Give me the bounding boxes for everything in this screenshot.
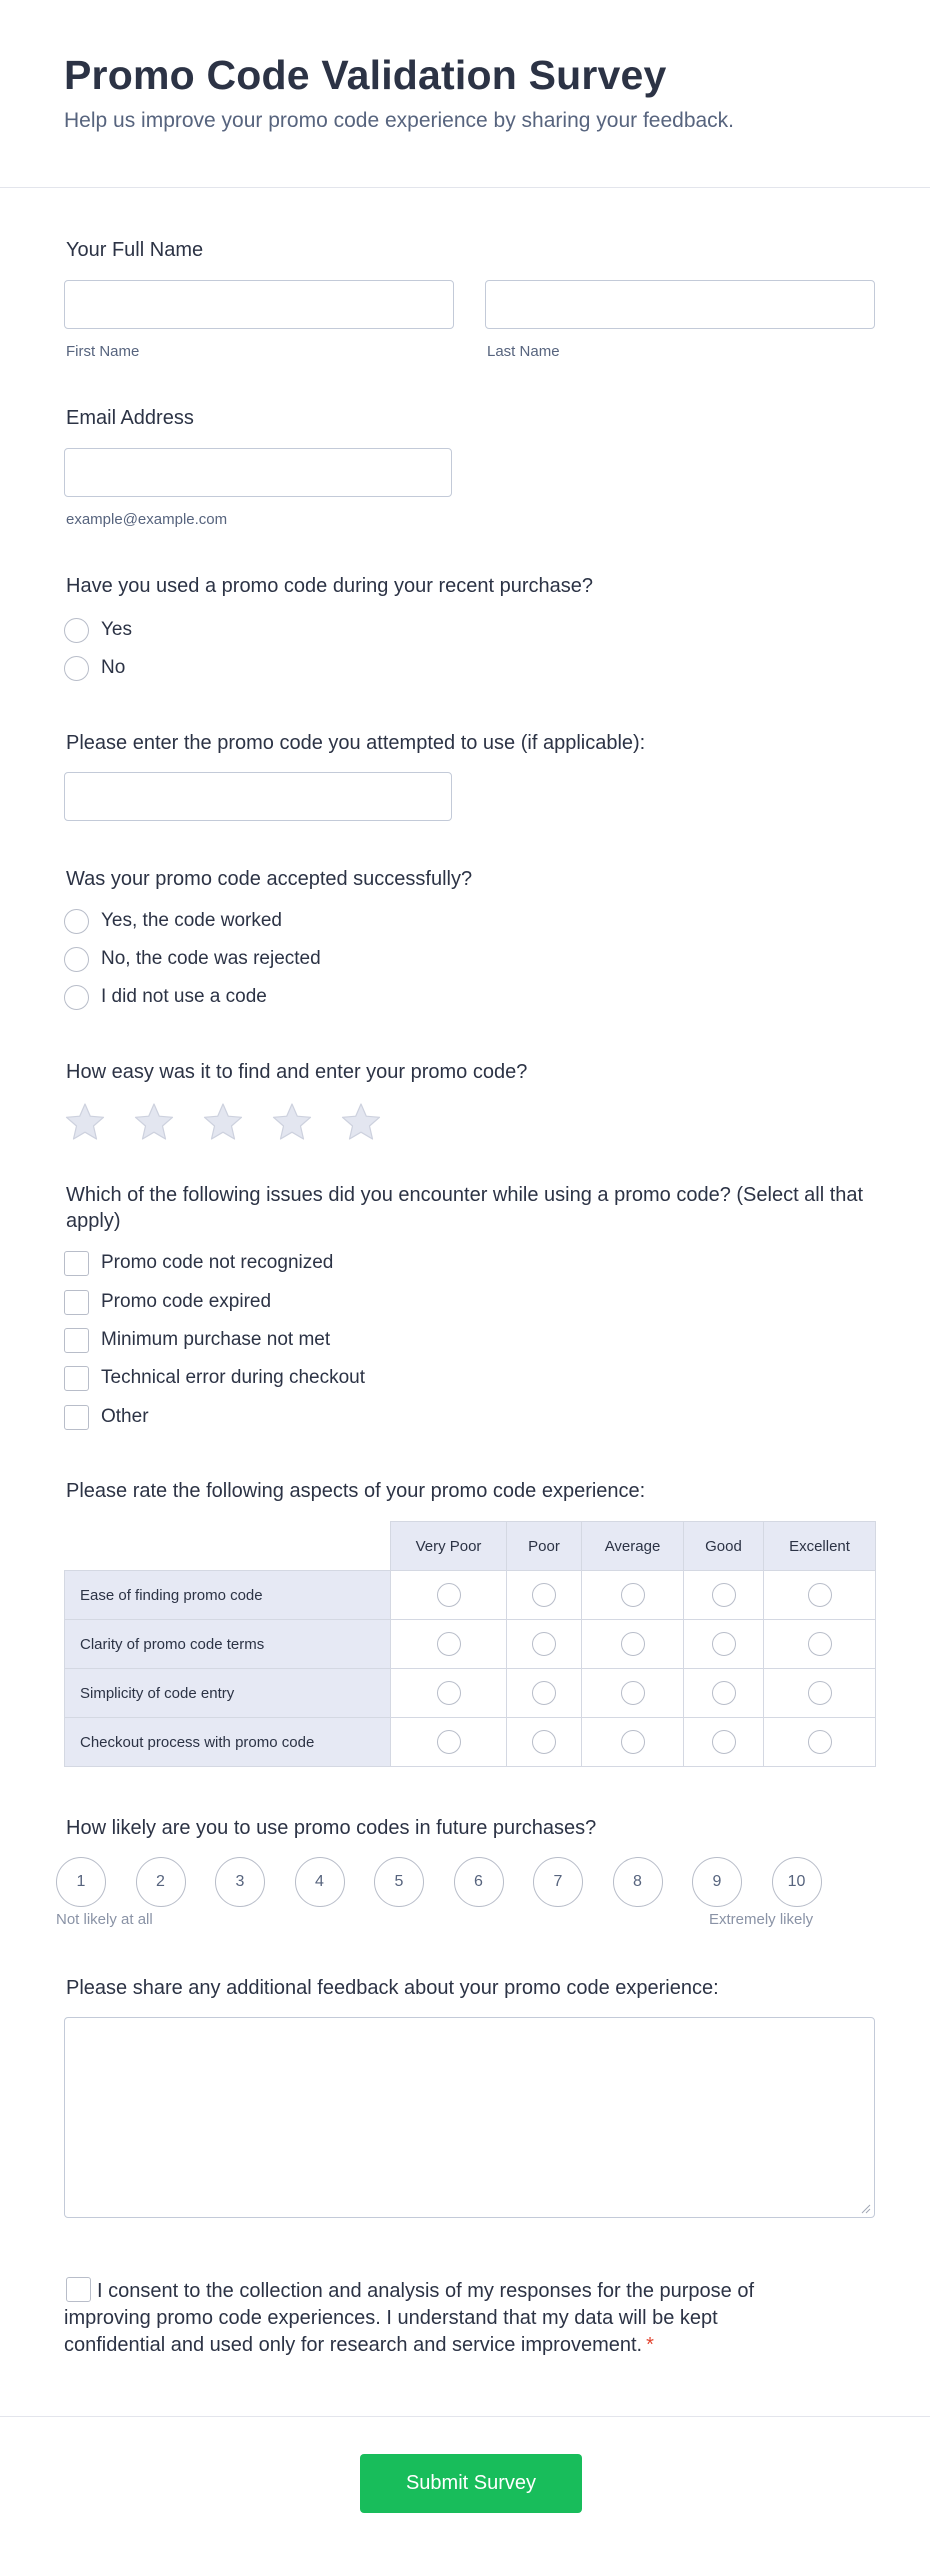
radio-button[interactable] (64, 947, 89, 972)
radio-button[interactable] (532, 1583, 556, 1607)
matrix-cell[interactable] (764, 1620, 876, 1669)
matrix-row (65, 1620, 876, 1669)
accepted-option-worked[interactable] (64, 907, 282, 935)
issue-option-expired[interactable] (64, 1288, 271, 1316)
matrix-row-label: Clarity of promo code terms (65, 1620, 391, 1669)
code-accepted-question: Was your promo code accepted successfully? (66, 868, 473, 890)
checkbox[interactable] (64, 1290, 89, 1315)
matrix-cell[interactable] (764, 1571, 876, 1620)
matrix-cell[interactable] (684, 1571, 764, 1620)
accepted-option-rejected[interactable] (64, 945, 321, 973)
used-promo-question: Have you used a promo code during your recent purchase? (66, 575, 593, 597)
scale-option-6[interactable]: 6 (454, 1857, 504, 1907)
checkbox[interactable] (64, 1366, 89, 1391)
accepted-option-no-code[interactable] (64, 983, 267, 1011)
matrix-cell[interactable] (391, 1620, 507, 1669)
star-icon[interactable] (271, 1101, 313, 1143)
radio-button[interactable] (437, 1632, 461, 1656)
scale-option-3[interactable]: 3 (215, 1857, 265, 1907)
radio-button[interactable] (532, 1681, 556, 1705)
matrix-cell[interactable] (684, 1669, 764, 1718)
scale-option-2[interactable]: 2 (136, 1857, 186, 1907)
scale-min-caption: Not likely at all (56, 1911, 153, 1928)
option-label: Yes (101, 619, 132, 640)
matrix-col-excellent: Excellent (764, 1522, 876, 1571)
used-promo-option-no[interactable] (64, 654, 125, 682)
matrix-cell[interactable] (684, 1620, 764, 1669)
radio-button[interactable] (808, 1681, 832, 1705)
star-icon[interactable] (340, 1101, 382, 1143)
page-title: Promo Code Validation Survey (64, 52, 667, 98)
matrix-row (65, 1718, 876, 1767)
matrix-col-average: Average (582, 1522, 684, 1571)
radio-button[interactable] (621, 1583, 645, 1607)
option-label: No (101, 657, 126, 678)
matrix-cell[interactable] (507, 1718, 582, 1767)
first-name-sublabel: First Name (66, 343, 140, 360)
scale-option-10[interactable]: 10 (772, 1857, 822, 1907)
matrix-cell[interactable] (582, 1669, 684, 1718)
radio-button[interactable] (808, 1583, 832, 1607)
ease-question: How easy was it to find and enter your promo code? (66, 1061, 528, 1083)
option-label: Promo code expired (101, 1291, 272, 1312)
option-label: Technical error during checkout (101, 1367, 366, 1388)
issue-option-not-recognized[interactable] (64, 1249, 333, 1277)
footer-divider (0, 2416, 930, 2417)
matrix-cell[interactable] (507, 1571, 582, 1620)
matrix-cell[interactable] (684, 1718, 764, 1767)
scale-option-8[interactable]: 8 (613, 1857, 663, 1907)
full-name-label: Your Full Name (66, 239, 204, 261)
submit-button[interactable]: Submit Survey (360, 2454, 582, 2513)
matrix-row-label: Simplicity of code entry (65, 1669, 391, 1718)
radio-button[interactable] (64, 909, 89, 934)
radio-button[interactable] (808, 1730, 832, 1754)
matrix-row (65, 1669, 876, 1718)
matrix-cell[interactable] (391, 1718, 507, 1767)
matrix-cell[interactable] (391, 1571, 507, 1620)
form-header (0, 0, 930, 188)
matrix-cell[interactable] (764, 1669, 876, 1718)
radio-button[interactable] (532, 1632, 556, 1656)
radio-button[interactable] (64, 618, 89, 643)
matrix-cell[interactable] (582, 1718, 684, 1767)
radio-button[interactable] (621, 1730, 645, 1754)
radio-button[interactable] (621, 1632, 645, 1656)
page-subtitle: Help us improve your promo code experience by sharing your feedback. (64, 109, 735, 132)
radio-button[interactable] (437, 1583, 461, 1607)
radio-button[interactable] (64, 656, 89, 681)
scale-max-caption: Extremely likely (709, 1911, 814, 1928)
radio-button[interactable] (437, 1730, 461, 1754)
likelihood-question: How likely are you to use promo codes in future purchases? (66, 1817, 597, 1839)
star-icon[interactable] (133, 1101, 175, 1143)
scale-option-4[interactable]: 4 (295, 1857, 345, 1907)
scale-option-1[interactable]: 1 (56, 1857, 106, 1907)
matrix-cell[interactable] (507, 1620, 582, 1669)
option-label: I did not use a code (101, 986, 267, 1007)
radio-button[interactable] (712, 1583, 736, 1607)
option-label: No, the code was rejected (101, 948, 321, 969)
star-rating (64, 1101, 409, 1143)
checkbox[interactable] (64, 1328, 89, 1353)
email-input[interactable] (64, 448, 452, 497)
star-icon[interactable] (64, 1101, 106, 1143)
radio-button[interactable] (64, 985, 89, 1010)
matrix-cell[interactable] (507, 1669, 582, 1718)
matrix-cell[interactable] (582, 1620, 684, 1669)
consent-block (64, 2277, 824, 2359)
resize-handle-icon[interactable] (859, 2202, 871, 2214)
option-label: Minimum purchase not met (101, 1329, 331, 1350)
scale-option-5[interactable]: 5 (374, 1857, 424, 1907)
matrix-cell[interactable] (582, 1571, 684, 1620)
matrix-row-label: Checkout process with promo code (65, 1718, 391, 1767)
matrix-col-good: Good (684, 1522, 764, 1571)
checkbox[interactable] (64, 1405, 89, 1430)
first-name-input[interactable] (64, 280, 454, 329)
radio-button[interactable] (532, 1730, 556, 1754)
matrix-cell[interactable] (391, 1669, 507, 1718)
scale-option-7[interactable]: 7 (533, 1857, 583, 1907)
radio-button[interactable] (712, 1730, 736, 1754)
feedback-textarea[interactable] (64, 2017, 875, 2218)
issue-option-other[interactable] (64, 1403, 149, 1431)
radio-button[interactable] (621, 1681, 645, 1705)
option-label: Other (101, 1406, 149, 1427)
scale-option-9[interactable]: 9 (692, 1857, 742, 1907)
feedback-question: Please share any additional feedback about your promo code experience: (66, 1977, 719, 1999)
email-sublabel: example@example.com (66, 511, 228, 528)
radio-button[interactable] (712, 1681, 736, 1705)
required-mark: * (646, 2334, 654, 2356)
promo-code-input[interactable] (64, 772, 452, 821)
used-promo-option-yes[interactable] (64, 616, 132, 644)
matrix-corner (65, 1522, 391, 1571)
matrix-row (65, 1571, 876, 1620)
option-label: Yes, the code worked (101, 910, 282, 931)
issue-option-technical-error[interactable] (64, 1364, 365, 1392)
last-name-input[interactable] (485, 280, 875, 329)
issue-option-minimum-purchase[interactable] (64, 1326, 330, 1354)
issues-question: Which of the following issues did you encounter while using a promo code? (Select all that apply) (66, 1184, 864, 1232)
option-label: Promo code not recognized (101, 1252, 334, 1273)
radio-button[interactable] (808, 1632, 832, 1656)
star-icon[interactable] (202, 1101, 244, 1143)
checkbox[interactable] (64, 1251, 89, 1276)
matrix-row-label: Ease of finding promo code (65, 1571, 391, 1620)
last-name-sublabel: Last Name (487, 343, 560, 360)
matrix-question: Please rate the following aspects of your promo code experience: (66, 1480, 646, 1502)
promo-code-question: Please enter the promo code you attempted to use (if applicable): (66, 732, 646, 754)
consent-text: I consent to the collection and analysis of my responses for the purpose of improving promo code experiences. I understand that my data will be kept confidential and used only for research and service improvement. (64, 2280, 755, 2356)
matrix-col-very-poor: Very Poor (391, 1522, 507, 1571)
matrix-col-poor: Poor (507, 1522, 582, 1571)
matrix-cell[interactable] (764, 1718, 876, 1767)
consent-checkbox[interactable] (66, 2277, 91, 2302)
email-label: Email Address (66, 407, 194, 429)
radio-button[interactable] (712, 1632, 736, 1656)
radio-button[interactable] (437, 1681, 461, 1705)
rating-matrix (64, 1521, 876, 1767)
